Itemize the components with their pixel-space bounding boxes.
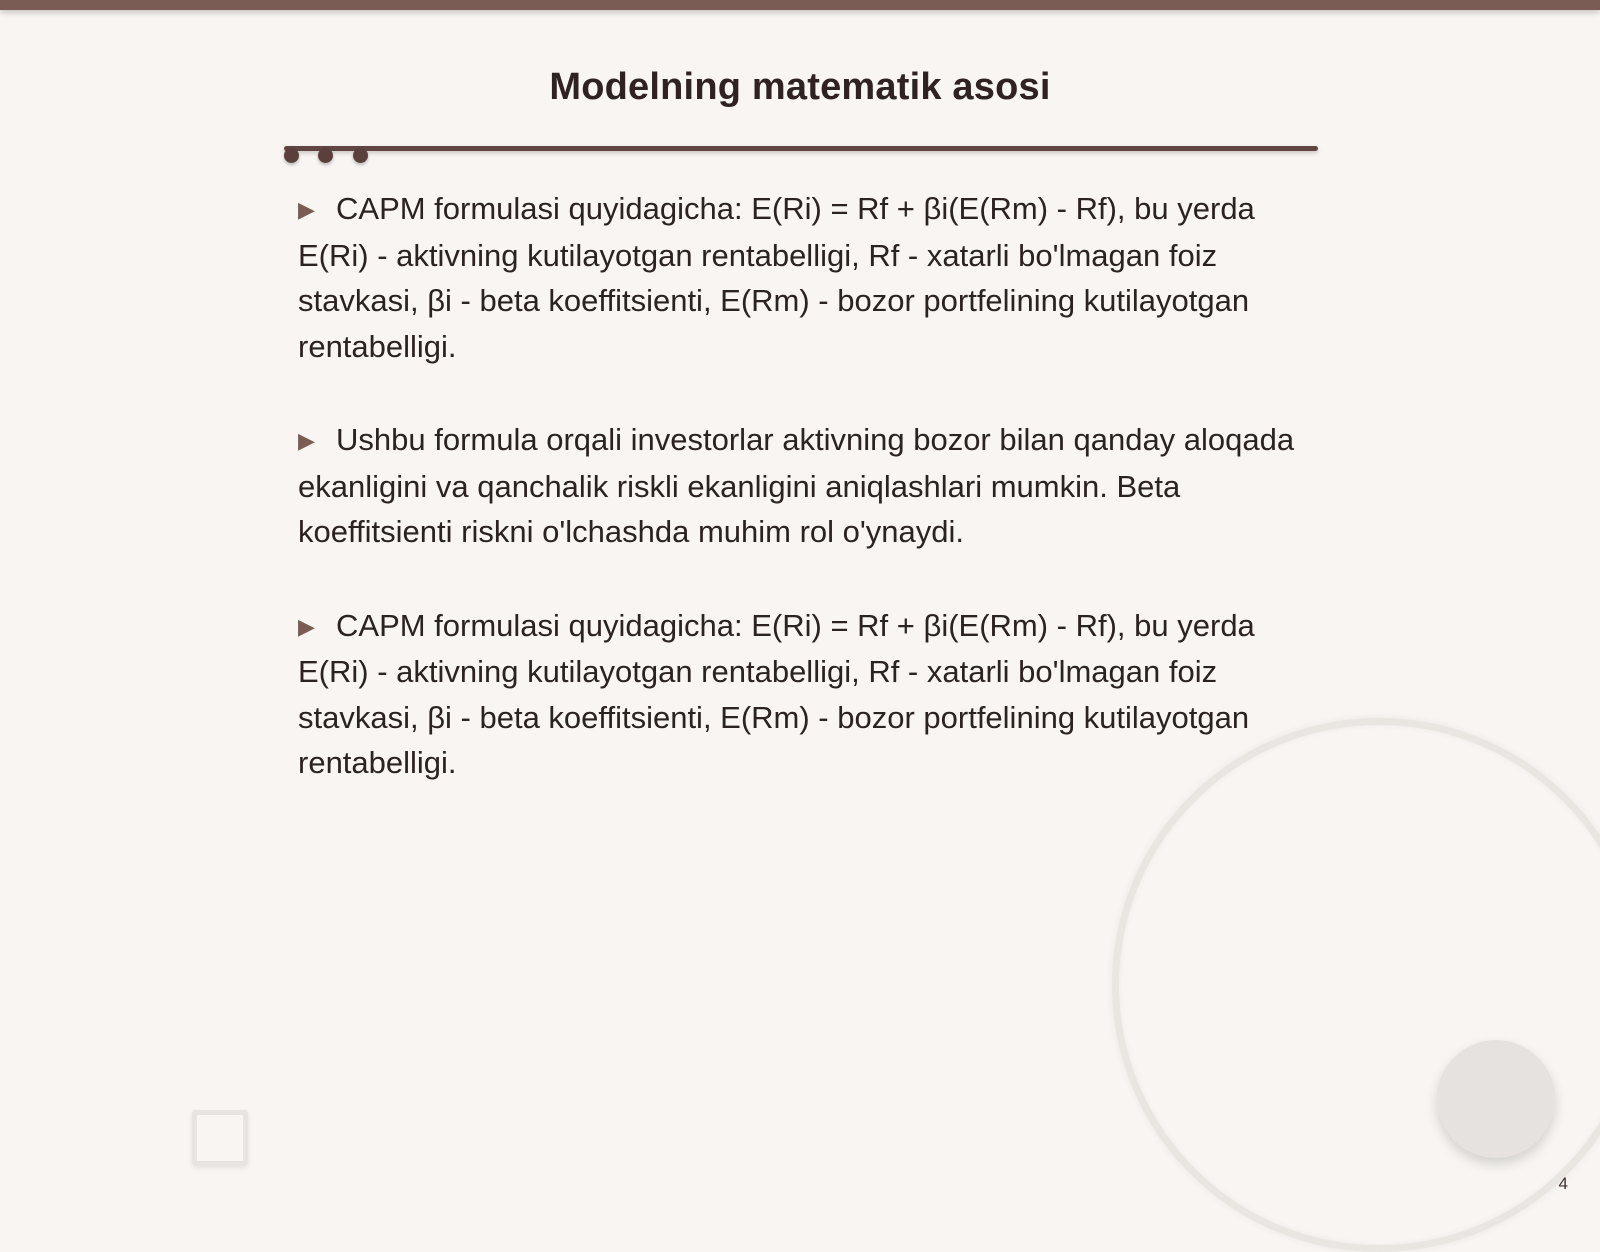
bullet-text: Ushbu formula orqali investorlar aktivning bozor bilan qanday aloqada ekanligini va qanchalik riskli ekanligini aniqlashlari mumkin. Beta koeffitsienti riskni o'lchashda muhim rol o'ynaydi. bbox=[298, 422, 1295, 549]
rule-dot bbox=[353, 148, 368, 163]
top-accent-bar bbox=[0, 0, 1600, 10]
decorative-square bbox=[192, 1110, 248, 1166]
bullet-item bbox=[298, 186, 1308, 369]
bullet-item bbox=[298, 603, 1308, 786]
bullet-arrow-icon: ▶ bbox=[298, 197, 315, 222]
bullet-arrow-icon: ▶ bbox=[298, 613, 315, 639]
slide-title: Modelning matematik asosi bbox=[549, 66, 1051, 108]
bullet-item bbox=[298, 417, 1308, 555]
page-number: 4 bbox=[1558, 1174, 1568, 1193]
bullet-list bbox=[298, 186, 1308, 834]
bullet-text: CAPM formulasi quyidagicha: E(Ri) = Rf + βi(E(Rm) - Rf), bu yerda E(Ri) - aktivning kutilayotgan rentabelligi, Rf - xatarli bo'lmagan foiz stavkasi, βi - beta koeffitsienti, E(Rm) - bozor portfelining kutilayotgan rentabelligi. bbox=[298, 607, 1255, 780]
bullet-text: CAPM formulasi quyidagicha: E(Ri) = Rf + βi(E(Rm) - Rf), bu yerda E(Ri) - aktivning kutilayotgan rentabelligi, Rf - xatarli bo'lmagan foiz stavkasi, βi - beta koeffitsienti, E(Rm) - bozor portfelining kutilayotgan rentabelligi. bbox=[298, 191, 1255, 364]
decorative-circle bbox=[1437, 1040, 1555, 1158]
bullet-arrow-icon: ▶ bbox=[298, 428, 315, 453]
title-underline bbox=[284, 146, 1318, 151]
rule-dot bbox=[318, 148, 333, 163]
rule-dot bbox=[284, 148, 299, 163]
